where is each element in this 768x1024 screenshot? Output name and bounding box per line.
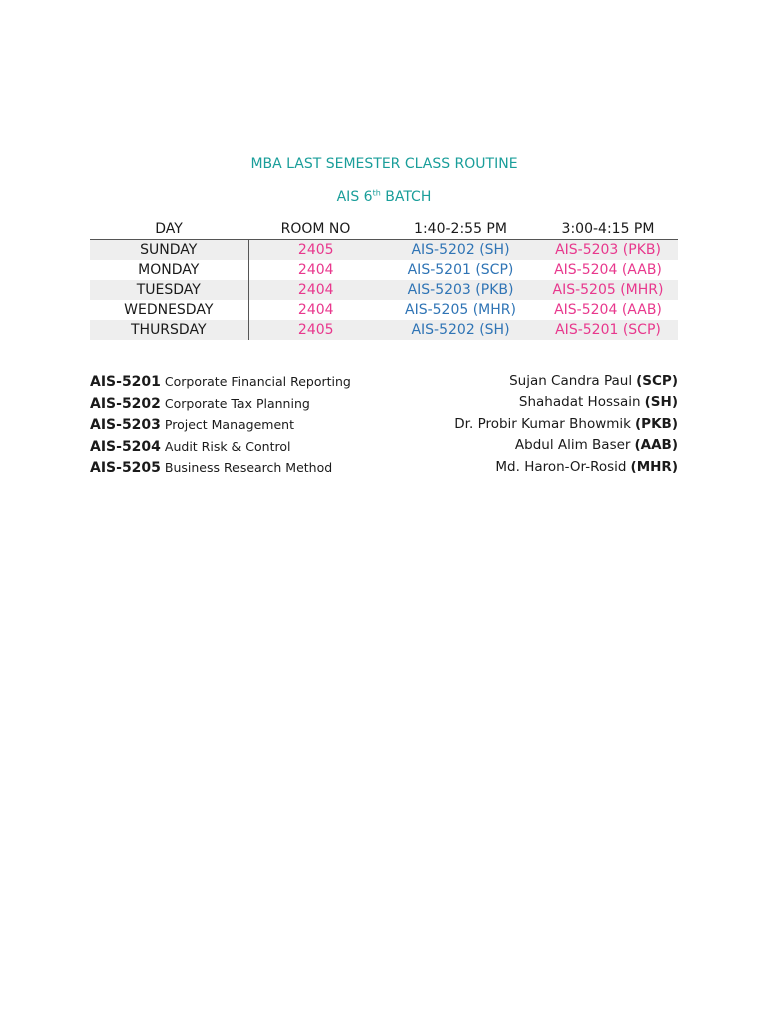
course-name: Audit Risk & Control [164,438,291,454]
teacher-abbr: SCP [642,372,672,389]
table-header-row [90,219,678,240]
table-row [90,280,678,300]
teacher-name: Shahadat Hossain [518,394,641,411]
batch-superscript: th [372,188,381,198]
day-cell: MONDAY [90,260,248,280]
course-code: AIS-5202 [90,395,161,412]
course-name: Corporate Tax Planning [164,395,310,411]
course-list [90,370,678,478]
course-item: AIS-5204 Audit Risk & Control Abdul Alim Baser (AAB) [90,437,678,455]
course-code: AIS-5203 [90,417,161,434]
course-name: Business Research Method [164,460,333,476]
course-name: Project Management [164,417,294,433]
batch-suffix: BATCH [380,189,432,205]
day-cell: TUESDAY [90,280,248,300]
course-code: AIS-5204 [90,438,161,455]
course-code: AIS-5205 [90,460,161,477]
course-item: AIS-5201 Corporate Financial Reporting Sujan Candra Paul (SCP) [90,372,678,391]
batch-prefix: AIS 6 [336,189,373,205]
slot2-cell: AIS-5204 (AAB) [554,302,662,318]
course-code: AIS-5201 [90,374,161,391]
slot1-cell: AIS-5205 (MHR) [405,302,516,318]
room-cell: 2405 [248,320,383,340]
day-cell: SUNDAY [90,240,248,261]
column-header-slot2: 3:00-4:15 PM [538,219,678,240]
table-row [90,300,678,320]
batch-title [0,189,768,205]
room-cell: 2404 [248,280,383,300]
table-row [90,320,678,340]
slot2-cell: AIS-5201 (SCP) [538,320,678,340]
teacher-abbr: MHR [636,458,672,475]
course-item: AIS-5202 Corporate Tax Planning Shahadat Hossain (SH) [90,394,678,412]
slot2-cell: AIS-5204 (AAB) [554,262,662,278]
course-item: AIS-5203 Project Management Dr. Probir Kumar Bhowmik (PKB) [90,415,678,434]
teacher-abbr: AAB [640,437,672,454]
teacher-abbr: SH [650,394,672,411]
column-header-day: DAY [90,219,248,240]
room-cell: 2404 [297,302,334,318]
column-header-slot1: 1:40-2:55 PM [383,219,538,240]
slot2-cell: AIS-5203 (PKB) [538,240,678,261]
slot1-cell: AIS-5202 (SH) [383,320,538,340]
teacher-abbr: PKB [641,415,672,432]
column-header-room: ROOM NO [248,219,383,240]
slot1-cell: AIS-5201 (SCP) [407,262,514,278]
table-row [90,260,678,280]
teacher-name: Abdul Alim Baser [514,437,631,454]
slot2-cell: AIS-5205 (MHR) [538,280,678,300]
room-cell: 2404 [297,262,334,278]
day-cell: WEDNESDAY [90,300,248,320]
teacher-name: Dr. Probir Kumar Bhowmik [454,415,631,432]
page-title: MBA LAST SEMESTER CLASS ROUTINE [250,156,518,172]
table-row [90,240,678,261]
class-routine-table [90,219,678,340]
room-cell: 2405 [248,240,383,261]
course-name: Corporate Financial Reporting [164,374,351,390]
slot1-cell: AIS-5202 (SH) [383,240,538,261]
slot1-cell: AIS-5203 (PKB) [383,280,538,300]
course-item: AIS-5205 Business Research Method Md. Haron-Or-Rosid (MHR) [90,458,678,477]
day-cell: THURSDAY [90,320,248,340]
teacher-name: Sujan Candra Paul [509,372,633,389]
teacher-name: Md. Haron-Or-Rosid [495,458,627,475]
